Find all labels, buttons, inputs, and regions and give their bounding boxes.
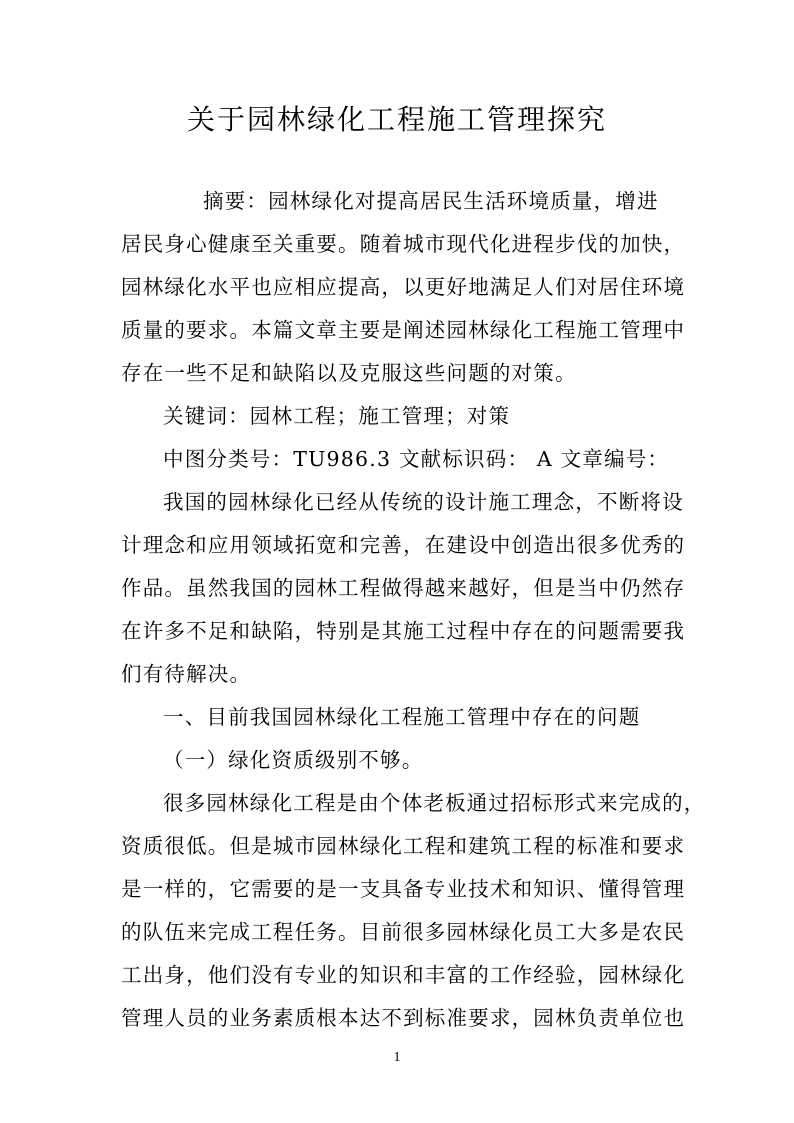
paragraph-line: 在许多不足和缺陷，特别是其施工过程中存在的问题需要我 xyxy=(121,619,686,643)
paragraph-line: 管理人员的业务素质根本达不到标准要求，园林负责单位也 xyxy=(121,1006,686,1030)
paragraph-line: 们有待解决。 xyxy=(121,662,252,686)
abstract-line: 质量的要求。本篇文章主要是阐述园林绿化工程施工管理中 xyxy=(121,318,686,342)
paragraph-line: 的队伍来完成工程任务。目前很多园林绿化员工大多是农民 xyxy=(121,920,686,944)
paragraph-line: 是一样的，它需要的是一支具备专业技术和知识、懂得管理 xyxy=(121,877,686,901)
abstract-line: 居民身心健康至关重要。随着城市现代化进程步伐的加快， xyxy=(121,232,686,256)
classification-line: 中图分类号：TU986.3 文献标识码： A 文章编号： xyxy=(163,447,670,471)
abstract-line: 园林绿化水平也应相应提高，以更好地满足人们对居住环境 xyxy=(121,275,686,299)
document-title: 关于园林绿化工程施工管理探究 xyxy=(186,103,607,136)
abstract-line: 存在一些不足和缺陷以及克服这些问题的对策。 xyxy=(121,361,577,385)
paragraph-line: 工出身，他们没有专业的知识和丰富的工作经验，园林绿化 xyxy=(121,963,686,987)
paragraph-line: 作品。虽然我国的园林工程做得越来越好，但是当中仍然存 xyxy=(121,576,686,600)
page-number: 1 xyxy=(393,1050,401,1065)
section-heading: 一、目前我国园林绿化工程施工管理中存在的问题 xyxy=(163,705,641,729)
document-body xyxy=(121,186,706,1046)
keywords-line: 关键词：园林工程；施工管理；对策 xyxy=(163,404,511,428)
paragraph-line: 很多园林绿化工程是由个体老板通过招标形式来完成的， xyxy=(163,791,706,815)
subsection-heading: （一）绿化资质级别不够。 xyxy=(163,748,424,772)
paragraph-line: 我国的园林绿化已经从传统的设计施工理念，不断将设 xyxy=(163,490,684,514)
abstract-line: 摘要：园林绿化对提高居民生活环境质量，增进 xyxy=(203,189,659,213)
paragraph-line: 计理念和应用领域拓宽和完善，在建设中创造出很多优秀的 xyxy=(121,533,686,557)
paragraph-line: 资质很低。但是城市园林绿化工程和建筑工程的标准和要求 xyxy=(121,834,686,858)
